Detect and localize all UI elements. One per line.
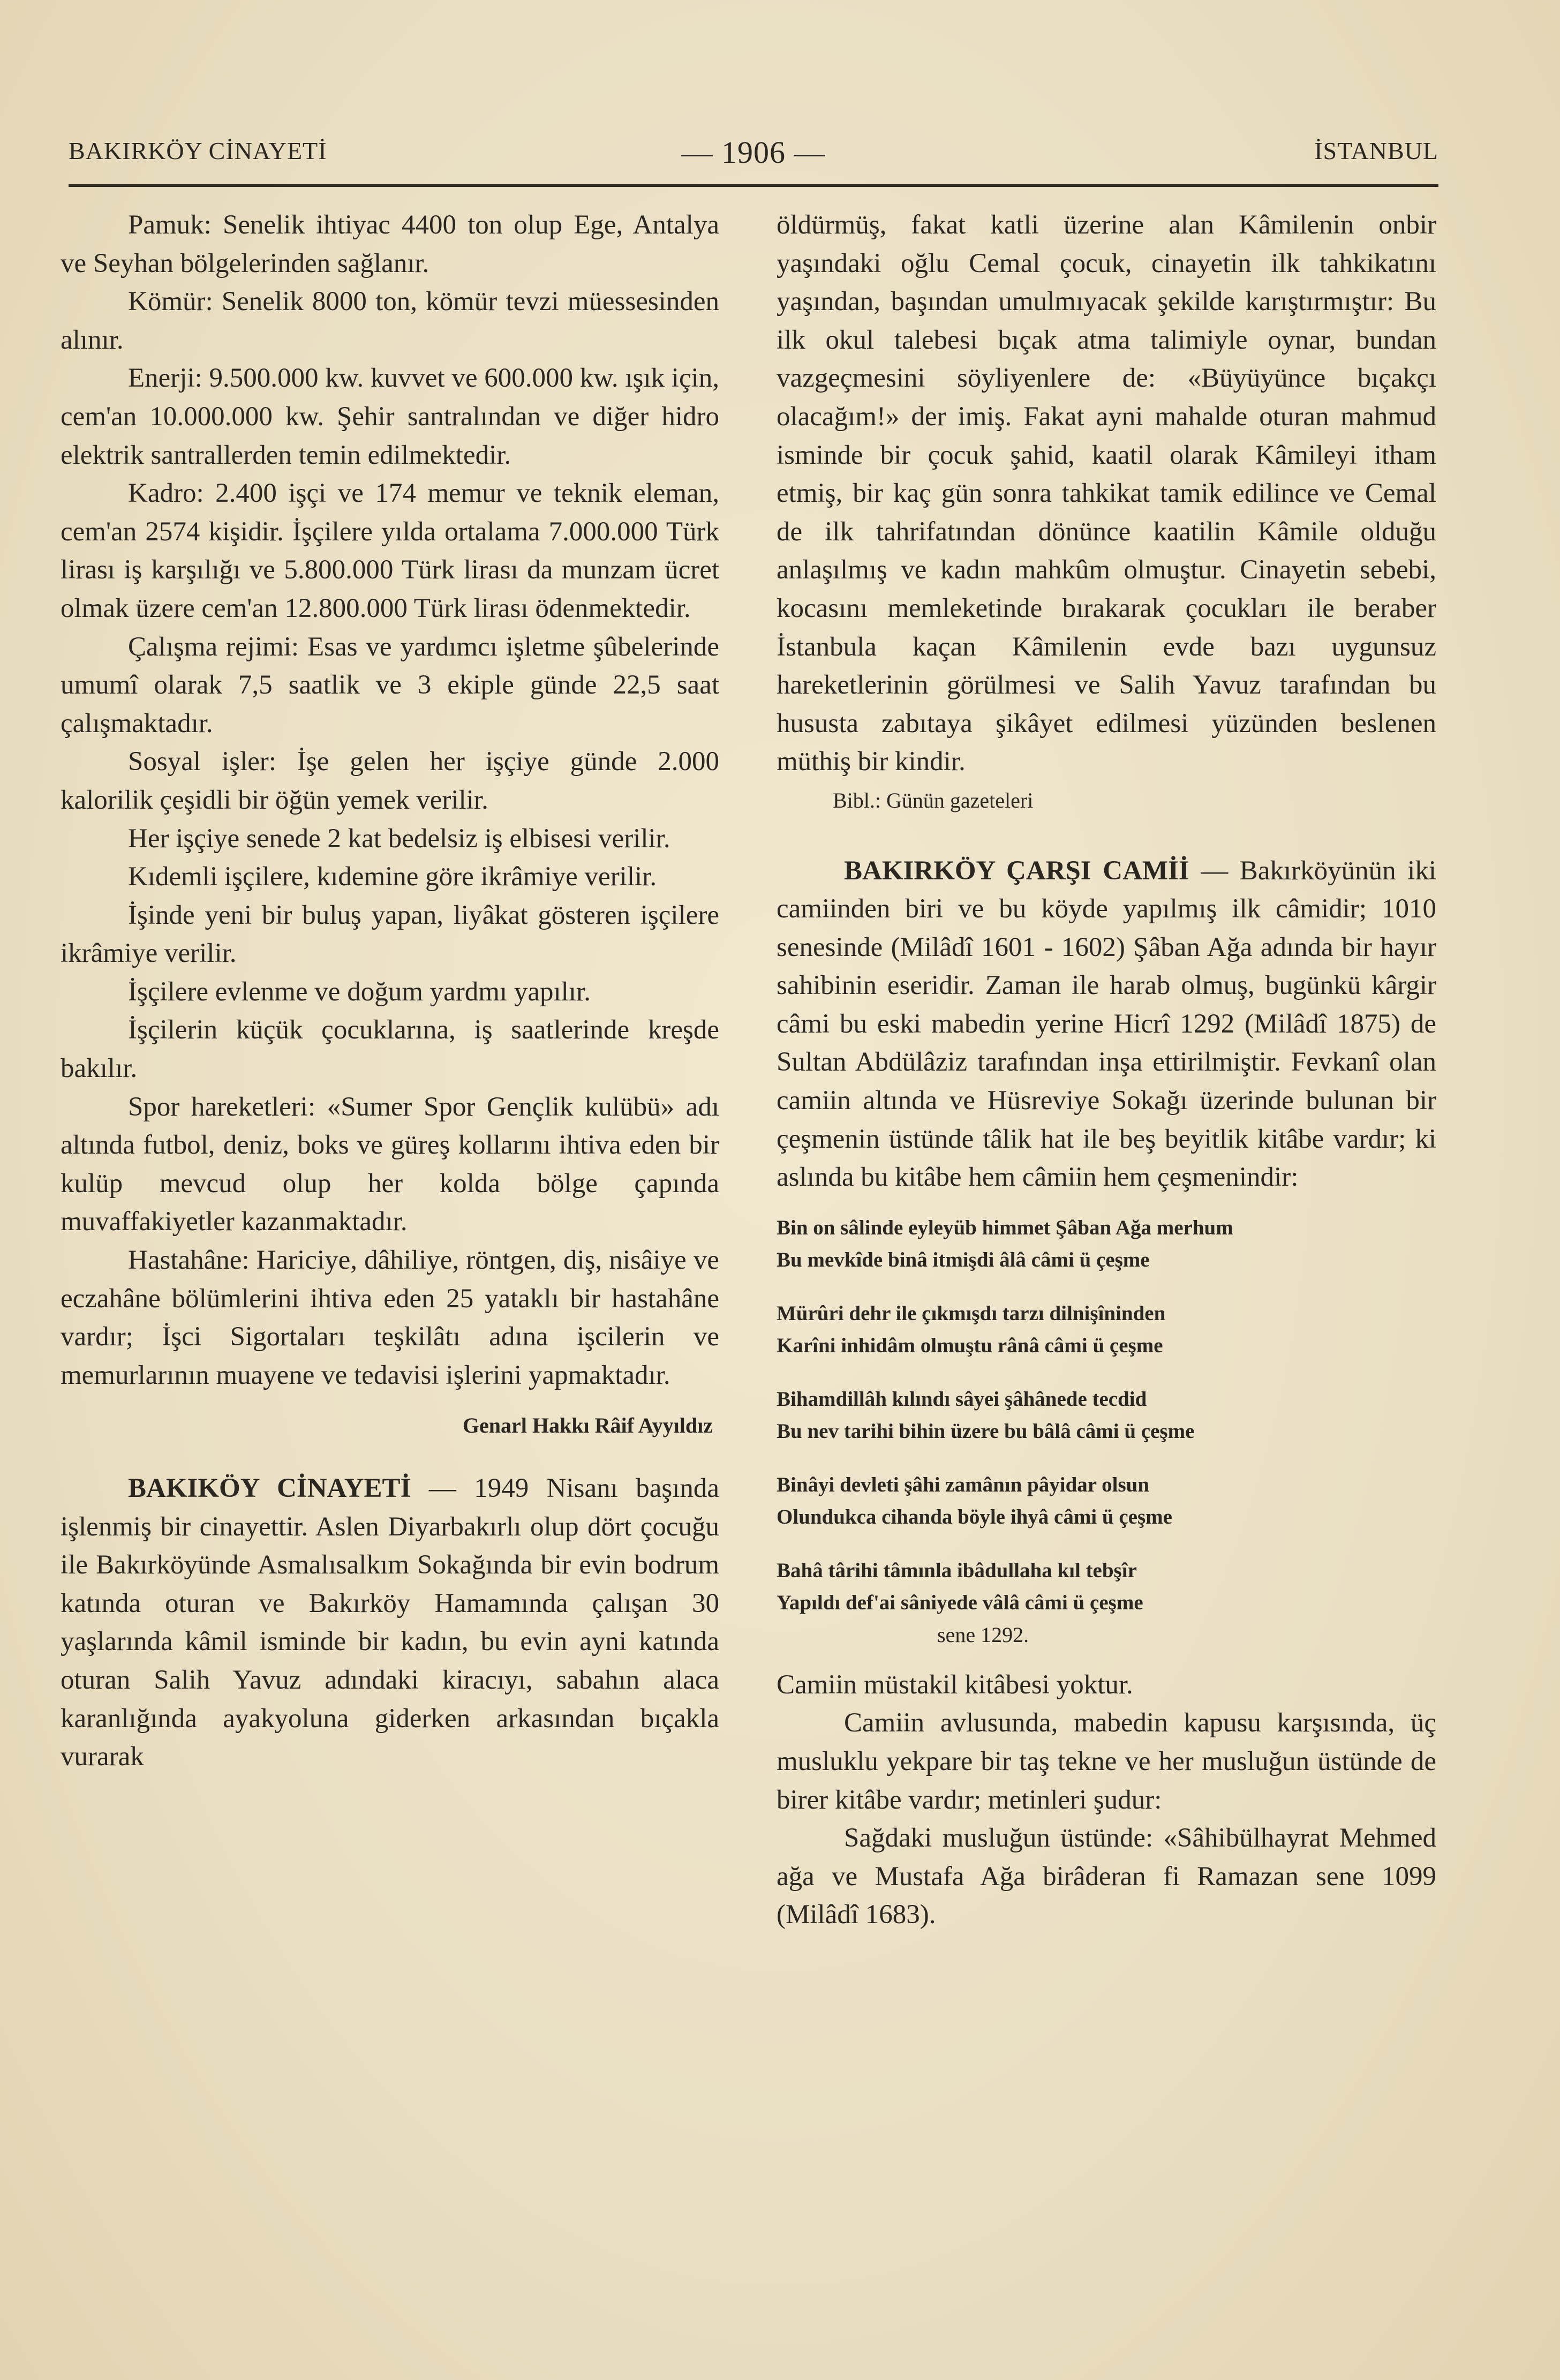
- article-heading: BAKIRKÖY ÇARŞI CAMİİ: [844, 855, 1189, 886]
- paragraph-sagdaki-musluk: Sağdaki musluğun üstünde: «Sâhibülhayrat Mehmed ağa ve Mustafa Ağa birâderan fi Ramazan sene 1099 (Milâdî 1683).: [777, 1823, 1436, 1930]
- header-city: İSTANBUL: [1314, 137, 1438, 164]
- article-carsi-camii: [777, 852, 1436, 1197]
- paragraph-bulus: İşinde yeni bir buluş yapan, liyâkat gösteren işçilere ikrâmiye verilir.: [61, 900, 719, 969]
- paragraph-pamuk: Pamuk: Senelik ihtiyac 4400 ton olup Ege, Antalya ve Seyhan bölgelerinden sağlanır.: [61, 210, 719, 278]
- paragraph-no-kitabe: Camiin müstakil kitâbesi yoktur.: [777, 1669, 1133, 1700]
- poem-line: Binâyi devleti şâhi zamânın pâyidar olsun: [777, 1473, 1150, 1496]
- article-heading: BAKIKÖY CİNAYETİ: [128, 1473, 411, 1503]
- paragraph-continuation: öldürmüş, fakat katli üzerine alan Kâmilenin onbir yaşındaki oğlu Cemal çocuk, cinayetin ilk tahkikatını yaşından, başından umulmıyacak şekilde karıştırmıştır: Bu ilk okul talebesi bıçak atma talimiyle oynar, bundan vazgeçmesini söyliyenlere de: «Büyüyünce bıçakçı olacağım!» der imiş. Fakat ayni mahalde oturan mahmud isminde bir çocuk şahid, kaatil olarak Kâmileyi itham etmiş, bir kaç gün sonra tahkikat tamik edilince ve Cemal de ilk tahrifatından dönünce kaatilin Kâmile olduğu anlaşılmış ve kadın mahkûm olmuştur. Cinayetin sebebi, kocasını memleketinde bırakarak çocukları ile beraber İstanbula kaçan Kâmilenin evde bazı uygunsuz hareketlerinin görülmesi ve Salih Yavuz tarafından bu hususta zabıtaya şikâyet edilmesi yüzünden beslenen müthiş bir kindir.: [777, 210, 1436, 777]
- bibliography: Bibl.: Günün gazeteleri: [833, 788, 1034, 812]
- running-header: [69, 137, 1438, 169]
- poem-stanza: [777, 1383, 1436, 1448]
- header-rule: [69, 184, 1438, 187]
- poem-stanza: [777, 1298, 1436, 1362]
- paragraph-kadro: Kadro: 2.400 işçi ve 174 memur ve teknik eleman, cem'an 2574 kişidir. İşçilere yılda ortalama 7.000.000 Türk lirası iş karşılığı ve 5.800.000 Türk lirası da munzam ücret olmak üzere cem'an 12.800.000 Türk lirası ödenmektedir.: [61, 478, 719, 623]
- right-column: [777, 206, 1436, 1934]
- article-bakirkoy-cinayeti: [61, 1470, 719, 1776]
- header-title: BAKIRKÖY CİNAYETİ: [69, 137, 327, 164]
- poem-line: Yapıldı def'ai sâniyede vâlâ câmi ü çeşme: [777, 1591, 1143, 1614]
- poem-line: Karîni inhidâm olmuştu rânâ câmi ü çeşme: [777, 1334, 1163, 1357]
- paragraph-ikramiye: Kıdemli işçilere, kıdemine göre ikrâmiye verilir.: [128, 862, 657, 892]
- poem-line: Mürûri dehr ile çıkmışdı tarzı dilnişîninden: [777, 1301, 1166, 1325]
- article-body: — 1949 Nisanı başında işlenmiş bir cinayettir. Aslen Diyarbakırlı olup dört çocuğu ile Bakırköyünde Asmalısalkım Sokağında bir evin bodrum katında oturan ve Bakırköy Hamamında çalışan 30 yaşlarında kâmil isminde bir kadın, bu evin ayni katında oturan Salih Yavuz adındaki kiracıyı, sabahın alaca karanlığında ayakyoluna giderken arkasından bıçakla vurarak: [61, 1473, 719, 1772]
- poem-line: Bahâ târihi tâmınla ibâdullaha kıl tebşîr: [777, 1558, 1137, 1582]
- paragraph-sosyal-isler: Sosyal işler: İşe gelen her işçiye günde 2.000 kalorilik çeşidli bir öğün yemek verilir.: [61, 747, 719, 815]
- paragraph-komur: Kömür: Senelik 8000 ton, kömür tevzi müessesinden alınır.: [61, 287, 719, 355]
- poem-line: Bu nev tarihi bihin üzere bu bâlâ câmi ü çeşme: [777, 1419, 1195, 1443]
- author-signature: Genarl Hakkı Râif Ayyıldız: [462, 1413, 713, 1438]
- paragraph-hastahane: Hastahâne: Hariciye, dâhiliye, röntgen, diş, nisâiye ve eczahâne bölümlerini ihtiva eden 25 yataklı bir hastahâne vardır; İşci Sigortaları teşkilâtı adına işcilerin ve memurlarının muayene ve tedavisi işlerini yapmaktadır.: [61, 1245, 719, 1390]
- poem-stanza: [777, 1469, 1436, 1533]
- poem-date: sene 1292.: [937, 1622, 1029, 1647]
- inscription-poem: [777, 1212, 1436, 1651]
- paragraph-calisma-rejimi: Çalışma rejimi: Esas ve yardımcı işletme şûbelerinde umumî olarak 7,5 saatlik ve 3 ekiple günde 22,5 saat çalışmaktadır.: [61, 631, 719, 739]
- poem-stanza: [777, 1555, 1436, 1651]
- page-number: — 1906 —: [681, 135, 826, 170]
- poem-stanza: [777, 1212, 1436, 1276]
- paragraph-avlu: Camiin avlusunda, mabedin kapusu karşısında, üç musluklu yekpare bir taş tekne ve her musluğun üstünde de birer kitâbe vardır; metinleri şudur:: [777, 1708, 1436, 1815]
- poem-line: Bihamdillâh kılındı sâyei şâhânede tecdid: [777, 1387, 1147, 1411]
- paragraph-elbise: Her işçiye senede 2 kat bedelsiz iş elbisesi verilir.: [128, 823, 670, 854]
- left-column: [61, 206, 719, 1776]
- poem-line: Olundukca cihanda böyle ihyâ câmi ü çeşme: [777, 1505, 1172, 1528]
- paragraph-evlenme: İşçilere evlenme ve doğum yardmı yapılır.: [128, 976, 591, 1007]
- article-body: — Bakırköyünün iki camiinden biri ve bu köyde yapılmış ilk câmidir; 1010 senesinde (Milâdî 1601 - 1602) Şâban Ağa adında bir hayır sahibinin eseridir. Zaman ile harab olmuş, bugünkü kârgir câmi bu eski mabedin yerine Hicrî 1292 (Milâdî 1875) de Sultan Abdülâziz tarafından inşa ettirilmiştir. Fevkanî olan camiin altında ve Hüsreviye Sokağı üzerinde bulunan bir çeşmenin üstünde tâlik hat ile beş beyitlik kitâbe vardır; ki aslında bu kitâbe hem câmiin hem çeşmenindir:: [777, 855, 1436, 1193]
- paragraph-kres: İşçilerin küçük çocuklarına, iş saatlerinde kreşde bakılır.: [61, 1015, 719, 1084]
- paragraph-spor: Spor hareketleri: «Sumer Spor Gençlik kulübü» adı altında futbol, deniz, boks ve güreş kollarını ihtiva eden bir kulüp mevcud olup her kolda bölge çapında muvaffakiyetler kazanmaktadır.: [61, 1091, 719, 1237]
- poem-line: Bin on sâlinde eyleyüb himmet Şâban Ağa merhum: [777, 1216, 1233, 1239]
- poem-line: Bu mevkîde binâ itmişdi âlâ câmi ü çeşme: [777, 1248, 1150, 1271]
- paragraph-enerji: Enerji: 9.500.000 kw. kuvvet ve 600.000 kw. ışık için, cem'an 10.000.000 kw. Şehir santralından ve diğer hidro elektrik santrallerden temin edilmektedir.: [61, 363, 719, 470]
